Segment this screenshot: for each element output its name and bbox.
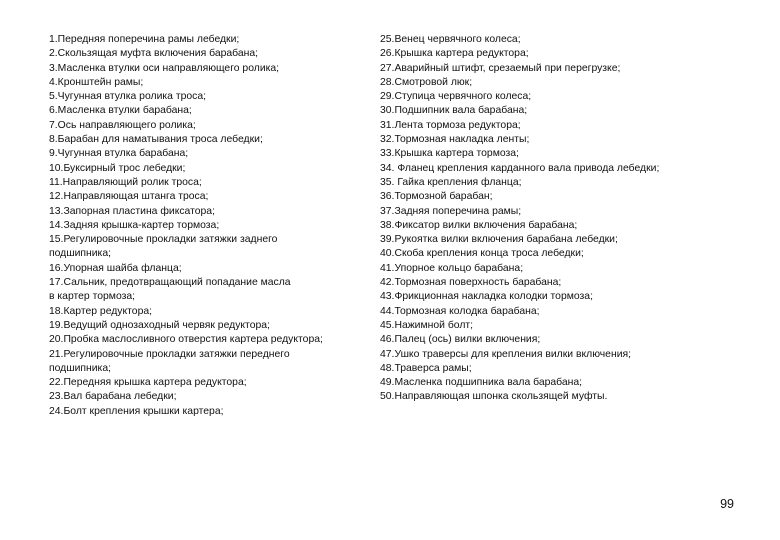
list-item: 23.Вал барабана лебедки; xyxy=(49,391,177,403)
list-item: 26.Крышка картера редуктора; xyxy=(380,48,529,60)
list-item: 21.Регулировочные прокладки затяжки переднего подшипника; xyxy=(49,348,290,374)
list-item: 39.Рукоятка вилки включения барабана лебедки; xyxy=(380,234,618,246)
list-item: 22.Передняя крышка картера редуктора; xyxy=(49,377,247,389)
parts-list-right xyxy=(380,33,750,405)
list-item: 16.Упорная шайба фланца; xyxy=(49,262,182,274)
list-item: 24.Болт крепления крышки картера; xyxy=(49,405,224,417)
list-item: 34. Фланец крепления карданного вала привода лебедки; xyxy=(380,162,660,174)
list-item: 25.Венец червячного колеса; xyxy=(380,34,521,45)
list-item: 32.Тормозная накладка ленты; xyxy=(380,134,530,146)
list-item: 43.Фрикционная накладка колодки тормоза; xyxy=(380,291,593,303)
list-item: 4.Кронштейн рамы; xyxy=(49,76,144,88)
list-item: 28.Смотровой люк; xyxy=(380,76,473,88)
list-item: 3.Масленка втулки оси направляющего ролика; xyxy=(49,62,280,74)
list-item: 9.Чугунная втулка барабана; xyxy=(49,148,189,160)
list-item: 11.Направляющий ролик троса; xyxy=(49,176,202,188)
list-item: 45.Нажимной болт; xyxy=(380,319,474,331)
list-item: 1.Передняя поперечина рамы лебедки; xyxy=(49,34,240,45)
list-item: 19.Ведущий однозаходный червяк редуктора; xyxy=(49,319,270,331)
list-item: 8.Барабан для наматывания троса лебедки; xyxy=(49,134,263,146)
list-item: 49.Масленка подшипника вала барабана; xyxy=(380,377,583,389)
list-item: 35. Гайка крепления фланца; xyxy=(380,176,522,188)
list-item: 14.Задняя крышка-картер тормоза; xyxy=(49,219,220,231)
list-item: 36.Тормозной барабан; xyxy=(380,191,493,203)
list-item: 7.Ось направляющего ролика; xyxy=(49,119,196,131)
list-item: 15.Регулировочные прокладки затяжки заднего подшипника; xyxy=(49,234,278,260)
list-item: 10.Буксирный трос лебедки; xyxy=(49,162,186,174)
list-item: 20.Пробка маслосливного отверстия картера редуктора; xyxy=(49,334,323,346)
list-item: 30.Подшипник вала барабана; xyxy=(380,105,528,117)
list-item: 46.Палец (ось) вилки включения; xyxy=(380,334,541,346)
list-item: 2.Скользящая муфта включения барабана; xyxy=(49,48,259,60)
list-item: 33.Крышка картера тормоза; xyxy=(380,148,519,160)
list-item: 29.Ступица червячного колеса; xyxy=(380,91,532,103)
list-item: 31.Лента тормоза редуктора; xyxy=(380,119,521,131)
list-item: 12.Направляющая штанга троса; xyxy=(49,191,209,203)
list-item: 6.Масленка втулки барабана; xyxy=(49,105,192,117)
page-number: 99 xyxy=(720,497,734,511)
list-item: 41.Упорное кольцо барабана; xyxy=(380,262,524,274)
list-item: 44.Тормозная колодка барабана; xyxy=(380,305,540,317)
list-item: 48.Траверса рамы; xyxy=(380,362,472,374)
list-item: 40.Скоба крепления конца троса лебедки; xyxy=(380,248,584,260)
list-item: 38.Фиксатор вилки включения барабана; xyxy=(380,219,578,231)
parts-list-left xyxy=(49,33,369,419)
list-item: 47.Ушко траверсы для крепления вилки включения; xyxy=(380,348,632,360)
list-item: 37.Задняя поперечина рамы; xyxy=(380,205,522,217)
list-item: 5.Чугунная втулка ролика троса; xyxy=(49,91,206,103)
list-item: 13.Запорная пластина фиксатора; xyxy=(49,205,215,217)
list-item: 18.Картер редуктора; xyxy=(49,305,153,317)
list-item: 27.Аварийный штифт, срезаемый при перегрузке; xyxy=(380,62,621,74)
list-item: 42.Тормозная поверхность барабана; xyxy=(380,277,562,289)
list-item: 50.Направляющая шпонка скользящей муфты. xyxy=(380,391,608,403)
list-item: 17.Сальник, предотвращающий попадание масла в картер тормоза; xyxy=(49,277,291,303)
